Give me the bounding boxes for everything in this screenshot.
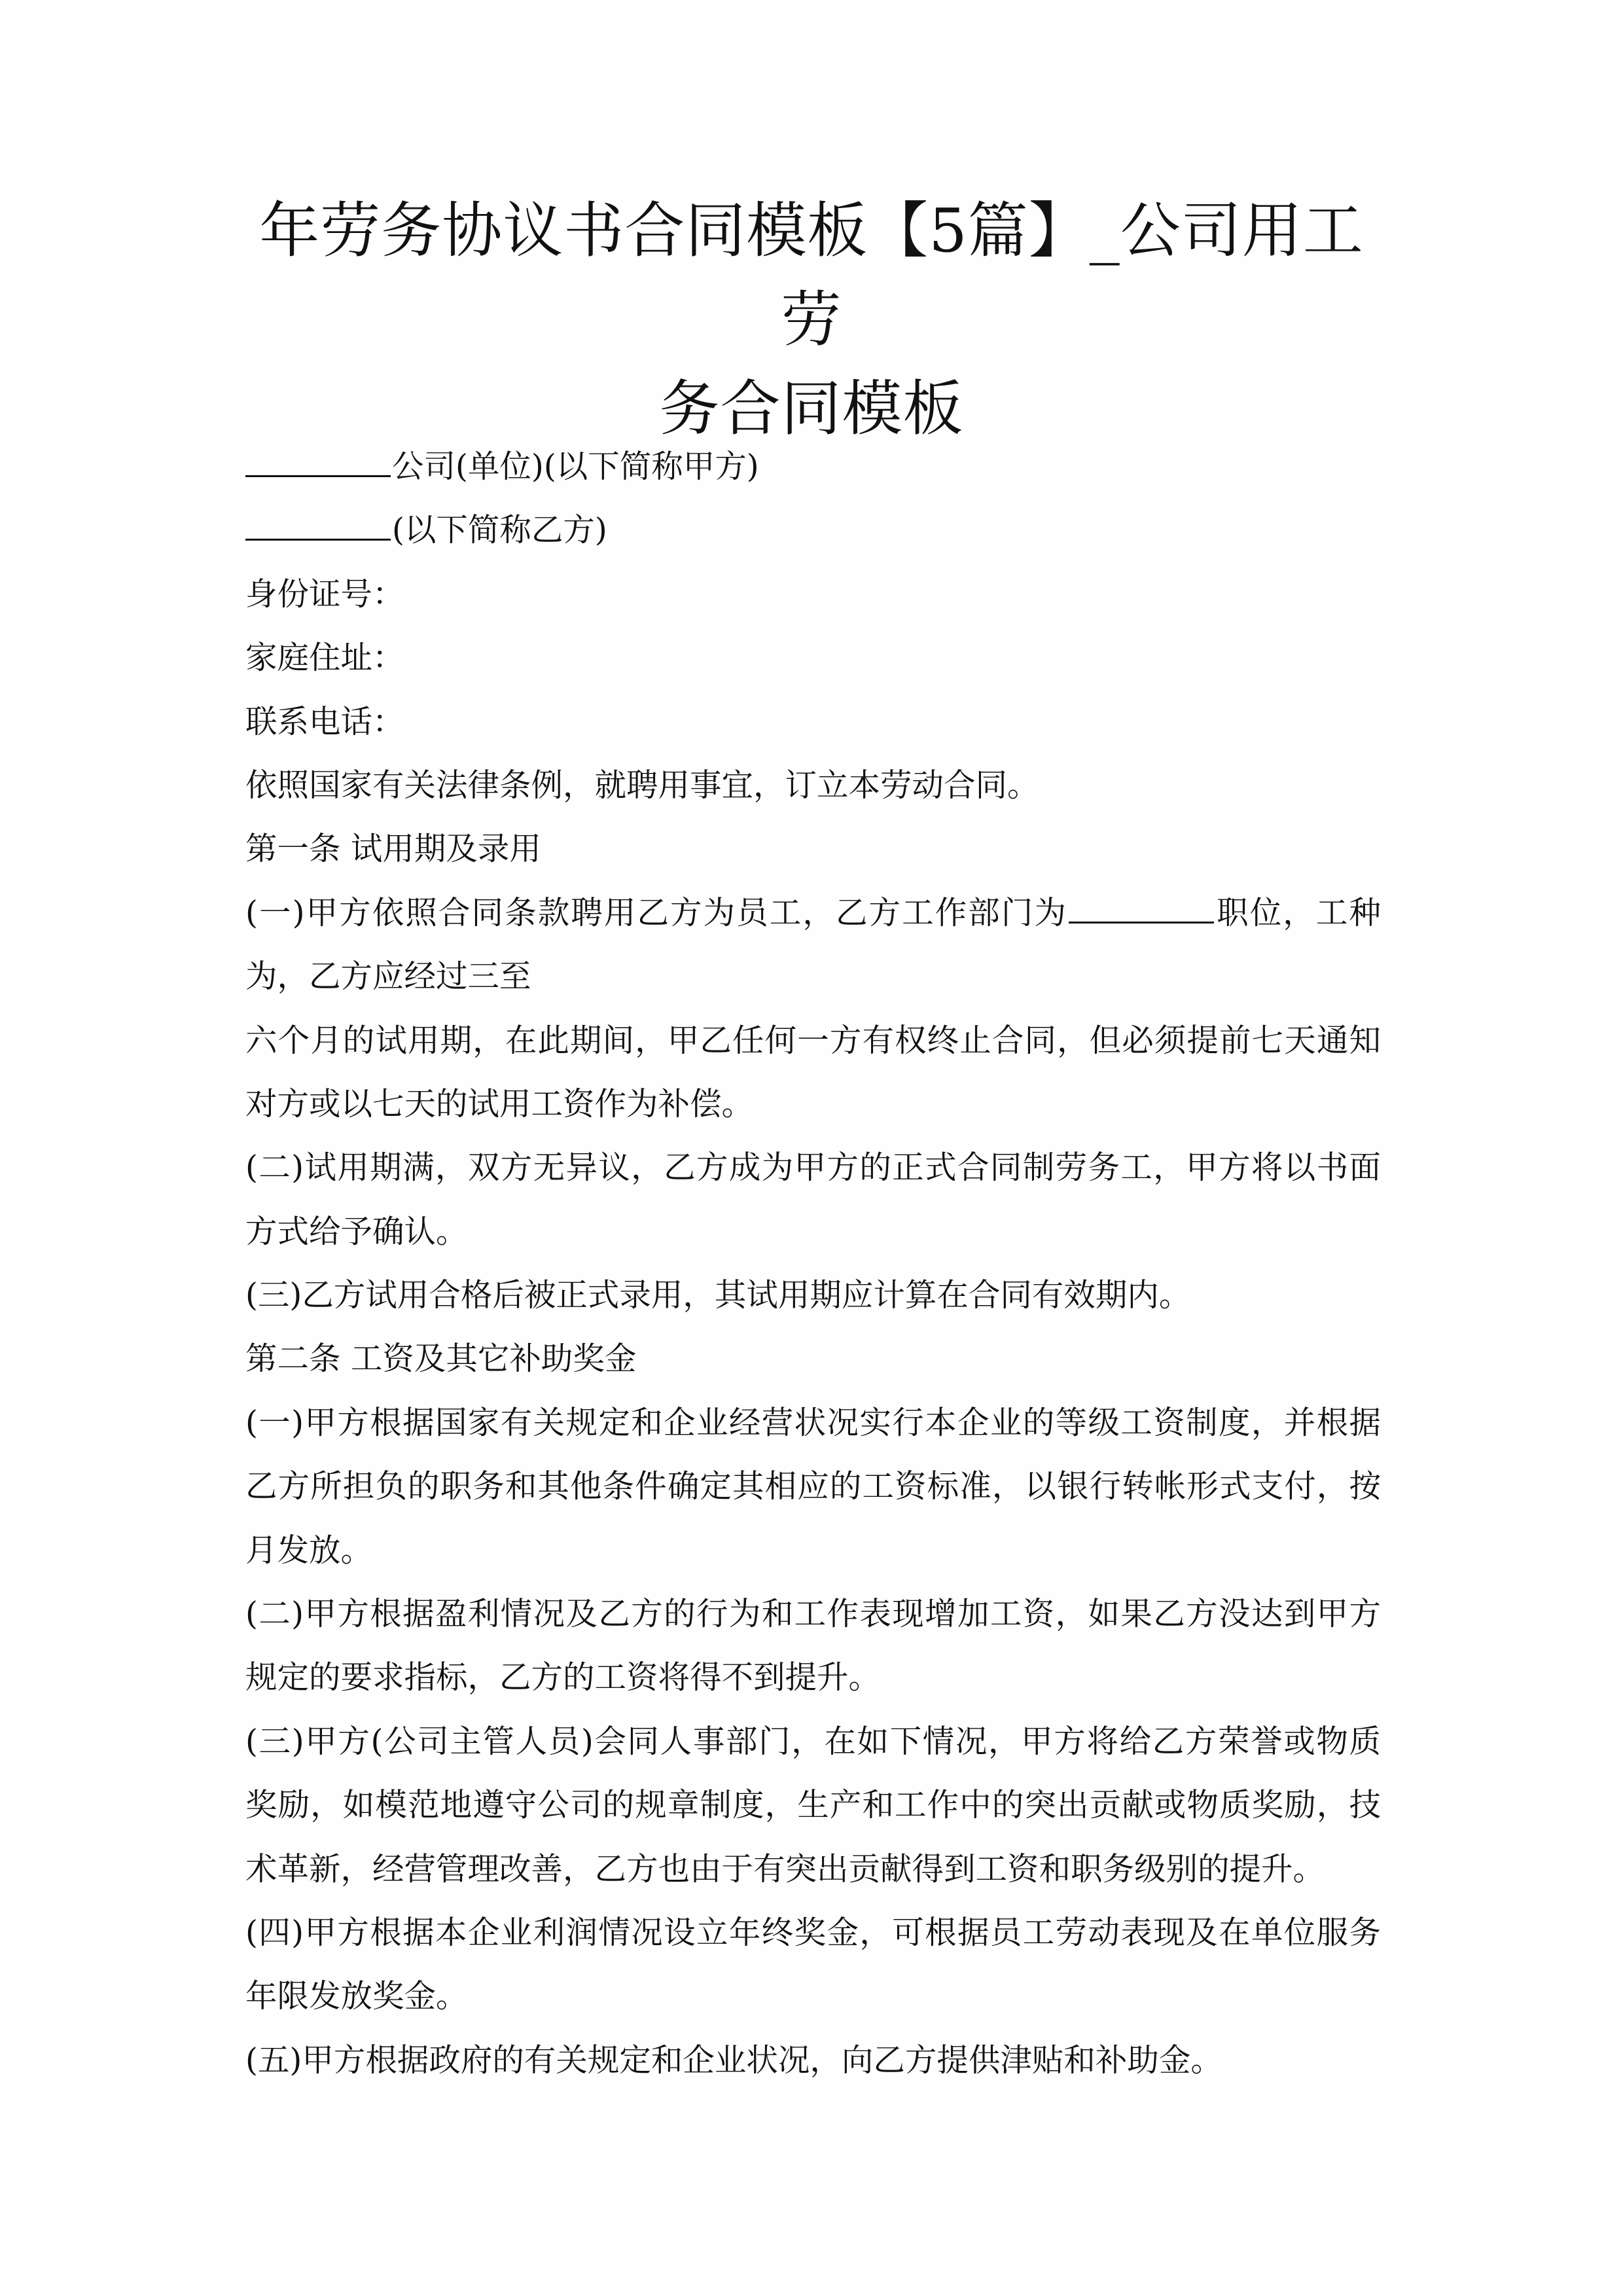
article-1-clause-1-line-4: 对方或以七天的试用工资作为补偿。 xyxy=(245,1085,754,1122)
document-title xyxy=(236,187,1387,454)
article-1-clause-2-line-2: 方式给予确认。 xyxy=(245,1213,468,1250)
party-b-blank xyxy=(245,512,391,541)
article-2-clause-1-line-2: 乙方所担负的职务和其他条件确定其相应的工资标准，以银行转帐形式支付，按 xyxy=(245,1468,1381,1505)
party-a-blank xyxy=(245,449,391,477)
article-2-clause-1-line-3: 月发放。 xyxy=(245,1532,373,1569)
title-line-2: 务合同模板 xyxy=(659,374,964,444)
article-2-clause-4-line-1: (四)甲方根据本企业利润情况设立年终奖金，可根据员工劳动表现及在单位服务 xyxy=(245,1914,1381,1951)
article-2-clause-4-line-2: 年限发放奖金。 xyxy=(245,1978,468,2015)
department-blank xyxy=(1069,895,1214,924)
article-1-clause-1-line-3: 六个月的试用期，在此期间，甲乙任何一方有权终止合同，但必须提前七天通知 xyxy=(245,1022,1381,1059)
article-2-clause-3-line-3: 术革新，经营管理改善，乙方也由于有突出贡献得到工资和职务级别的提升。 xyxy=(245,1850,1325,1888)
clause-text: 职位，工种 xyxy=(1215,894,1381,931)
article-2-clause-2-line-1: (二)甲方根据盈利情况及乙方的行为和工作表现增加工资，如果乙方没达到甲方 xyxy=(245,1596,1381,1633)
document-body xyxy=(245,435,1381,2092)
article-2-clause-3-line-2: 奖励，如模范地遵守公司的规章制度，生产和工作中的突出贡献或物质奖励，技 xyxy=(245,1787,1381,1824)
preamble: 依照国家有关法律条例，就聘用事宜，订立本劳动合同。 xyxy=(245,766,1039,804)
article-1-clause-1-line-2: 为，乙方应经过三至 xyxy=(245,958,531,996)
home-address-label: 家庭住址： xyxy=(245,639,404,677)
title-line-1: 年劳务协议书合同模板【5篇】_公司用工劳 xyxy=(259,196,1364,355)
article-2-clause-3-line-1: (三)甲方(公司主管人员)会同人事部门，在如下情况，甲方将给乙方荣誉或物质 xyxy=(245,1723,1381,1760)
article-1-heading: 第一条 试用期及录用 xyxy=(245,831,541,868)
article-2-clause-1-line-1: (一)甲方根据国家有关规定和企业经营状况实行本企业的等级工资制度，并根据 xyxy=(245,1404,1381,1441)
id-number-label: 身份证号： xyxy=(245,575,404,613)
party-b-text: (以下简称乙方) xyxy=(392,512,607,549)
party-a-line xyxy=(245,435,1381,499)
party-a-text: 公司(单位)(以下简称甲方) xyxy=(392,448,759,485)
article-1-clause-1-line-1 xyxy=(245,882,1381,945)
article-2-heading: 第二条 工资及其它补助奖金 xyxy=(245,1340,637,1378)
article-2-clause-5-line-1: (五)甲方根据政府的有关规定和企业状况，向乙方提供津贴和补助金。 xyxy=(245,2041,1222,2079)
article-2-clause-2-line-2: 规定的要求指标，乙方的工资将得不到提升。 xyxy=(245,1659,881,1696)
article-1-clause-3-line-1: (三)乙方试用合格后被正式录用，其试用期应计算在合同有效期内。 xyxy=(245,1277,1191,1314)
phone-label: 联系电话： xyxy=(245,703,404,740)
party-b-line xyxy=(245,499,1381,562)
clause-text: (一)甲方依照合同条款聘用乙方为员工，乙方工作部门为 xyxy=(245,894,1068,931)
article-1-clause-2-line-1: (二)试用期满，双方无异议，乙方成为甲方的正式合同制劳务工，甲方将以书面 xyxy=(245,1149,1381,1187)
